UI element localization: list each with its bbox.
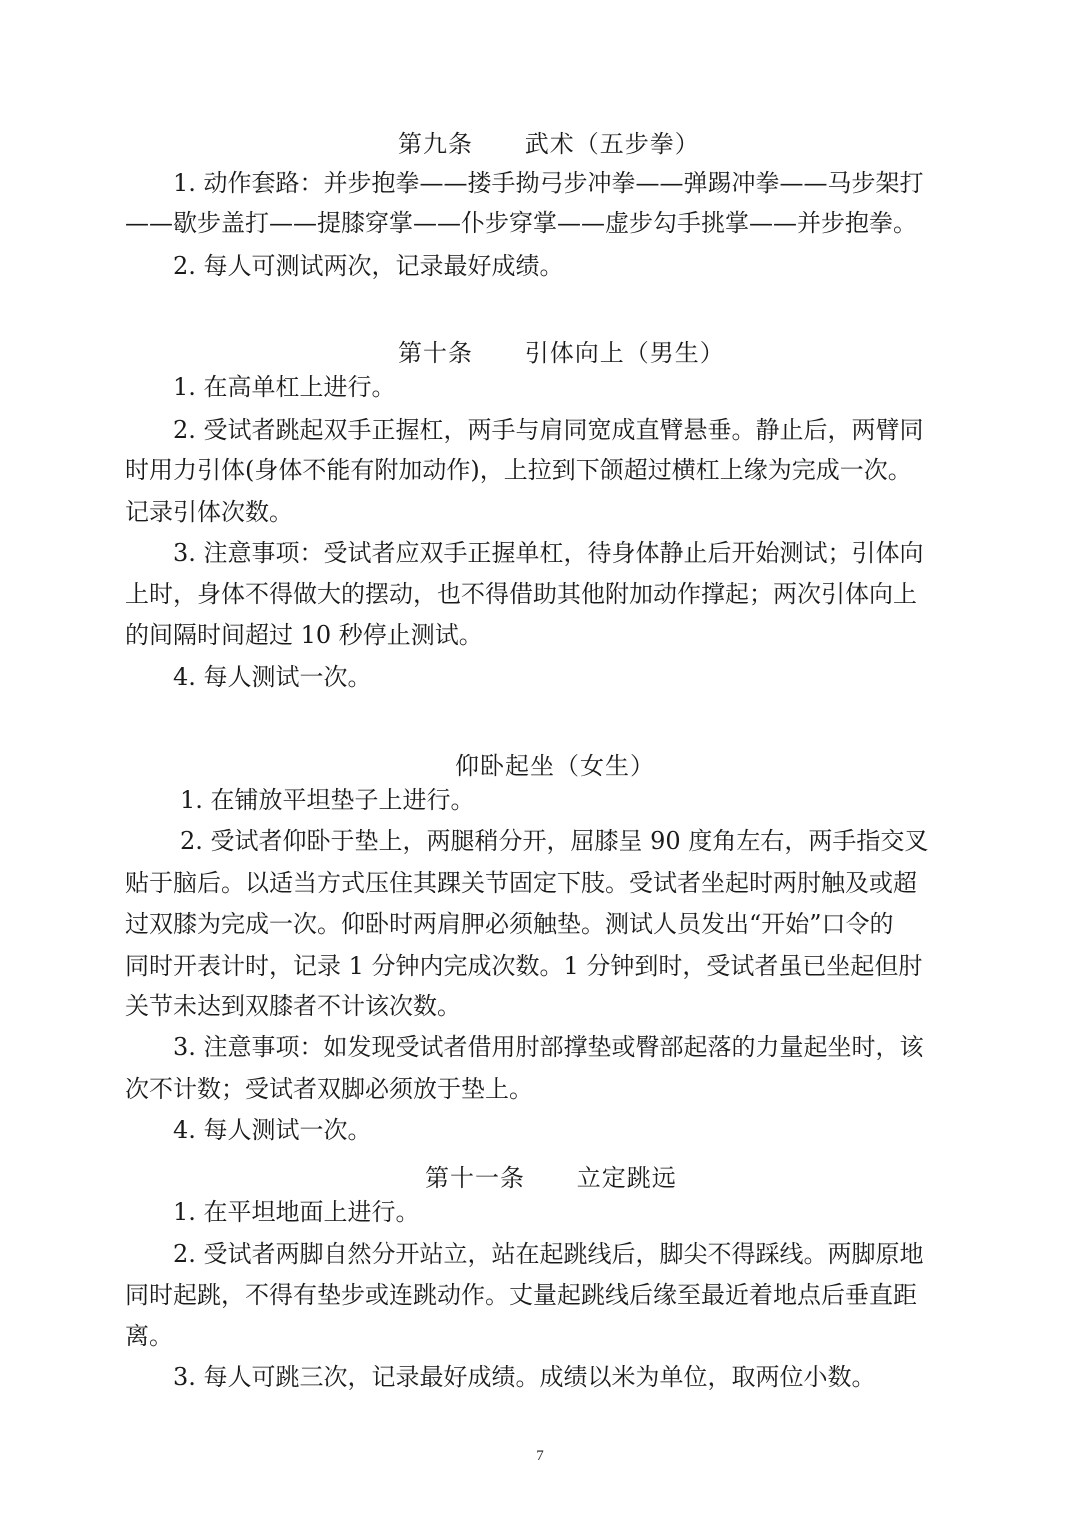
section-10-line: 的间隔时间超过 10 秒停止测试。 (125, 621, 483, 649)
section-9-line: ——歇步盖打——提膝穿掌——仆步穿掌——虚步勾手挑掌——并步抱拳。 (125, 209, 917, 237)
section-10-line: 4. 每人测试一次。 (173, 663, 372, 691)
situp-line: 贴于脑后。以适当方式压住其踝关节固定下肢。受试者坐起时两肘触及或超 (125, 869, 917, 897)
section-11-line: 同时起跳，不得有垫步或连跳动作。丈量起跳线后缘至最近着地点后垂直距 (125, 1281, 917, 1309)
section-10-line: 1. 在高单杠上进行。 (173, 373, 396, 401)
section-10-heading: 第十条 引体向上（男生） (398, 339, 725, 367)
section-11-line: 离。 (125, 1322, 173, 1350)
situp-line: 1. 在铺放平坦垫子上进行。 (180, 786, 475, 814)
section-11-heading: 第十一条 立定跳远 (425, 1164, 677, 1192)
page-number: 7 (536, 1448, 544, 1464)
situp-line: 同时开表计时，记录 1 分钟内完成次数。1 分钟到时，受试者虽已坐起但肘 (125, 952, 923, 980)
section-10-line: 记录引体次数。 (125, 498, 293, 526)
section-9-line: 2. 每人可测试两次，记录最好成绩。 (173, 252, 564, 280)
section-9-line: 1. 动作套路：并步抱拳——搂手拗弓步冲拳——弹踢冲拳——马步架打 (173, 169, 924, 197)
situp-line: 过双膝为完成一次。仰卧时两肩胛必须触垫。测试人员发出“开始”口令的 (125, 910, 894, 938)
situp-line: 3. 注意事项：如发现受试者借用肘部撑垫或臀部起落的力量起坐时，该 (173, 1033, 924, 1061)
section-10-line: 3. 注意事项：受试者应双手正握单杠，待身体静止后开始测试；引体向 (173, 539, 924, 567)
situp-heading: 仰卧起坐（女生） (455, 752, 655, 780)
situp-line: 4. 每人测试一次。 (173, 1116, 372, 1144)
section-10-line: 2. 受试者跳起双手正握杠，两手与肩同宽成直臂悬垂。静止后，两臂同 (173, 416, 924, 444)
situp-line: 关节未达到双膝者不计该次数。 (125, 992, 461, 1020)
section-11-line: 2. 受试者两脚自然分开站立，站在起跳线后，脚尖不得踩线。两脚原地 (173, 1240, 924, 1268)
section-11-line: 1. 在平坦地面上进行。 (173, 1198, 420, 1226)
situp-line: 2. 受试者仰卧于垫上，两腿稍分开，屈膝呈 90 度角左右，两手指交叉 (180, 827, 929, 855)
section-10-line: 时用力引体(身体不能有附加动作)，上拉到下颌超过横杠上缘为完成一次。 (125, 456, 912, 484)
situp-line: 次不计数；受试者双脚必须放于垫上。 (125, 1075, 533, 1103)
section-9-heading: 第九条 武术（五步拳） (398, 130, 700, 158)
section-10-line: 上时，身体不得做大的摆动，也不得借助其他附加动作撑起；两次引体向上 (125, 580, 917, 608)
section-11-line: 3. 每人可跳三次，记录最好成绩。成绩以米为单位，取两位小数。 (173, 1363, 876, 1391)
